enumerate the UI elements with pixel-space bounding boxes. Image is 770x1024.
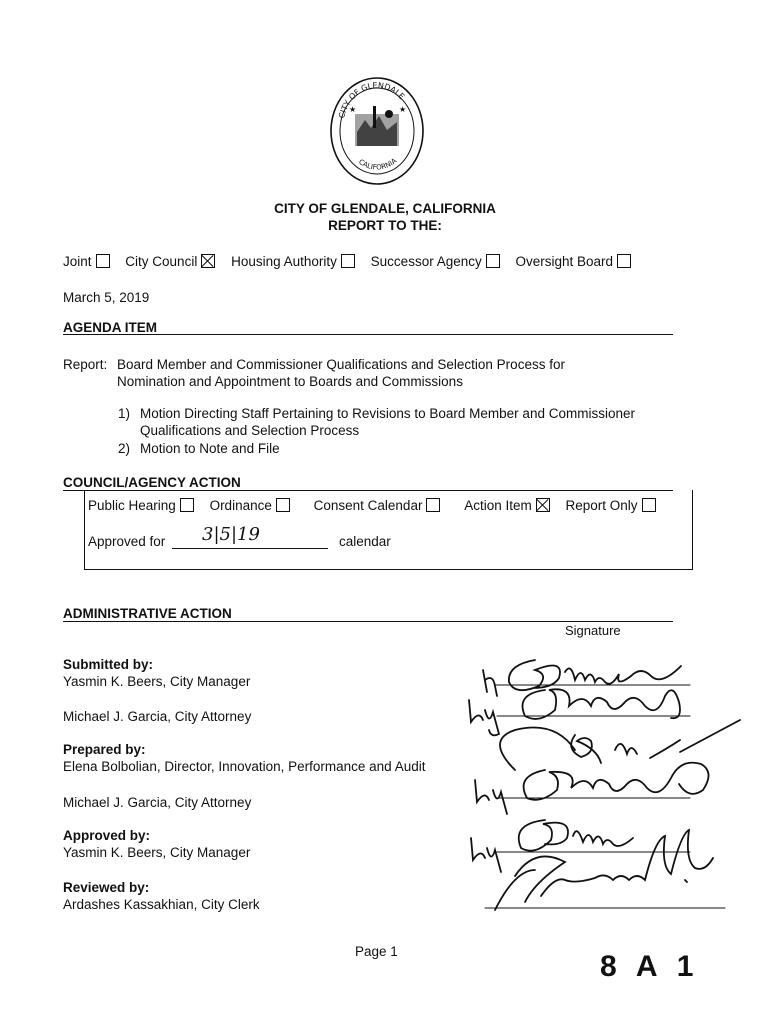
prepared-by-name: Elena Bolbolian, Director, Innovation, Performance and Audit [63, 759, 426, 774]
body-housing-authority[interactable] [231, 254, 355, 269]
report-title: CITY OF GLENDALE, CALIFORNIA [274, 201, 496, 216]
signature-3 [500, 720, 740, 770]
option-label: Consent Calendar [313, 498, 423, 513]
body-label: Housing Authority [231, 254, 337, 269]
prepared-by-name-2: Michael J. Garcia, City Attorney [63, 795, 252, 810]
svg-text:★: ★ [349, 105, 357, 114]
signatures [455, 640, 755, 925]
option-label: Public Hearing [88, 498, 176, 513]
report-description-line1: Board Member and Commissioner Qualifications and Selection Process for [117, 357, 565, 372]
checkbox-successor-agency[interactable] [486, 254, 500, 268]
reviewed-by-name: Ardashes Kassakhian, City Clerk [63, 897, 260, 912]
prepared-by-label: Prepared by: [63, 742, 146, 757]
motion-number: 1) [118, 406, 131, 421]
approved-date-handwritten: 3|5|19 [202, 524, 260, 545]
body-successor-agency[interactable] [371, 254, 500, 269]
page-number: Page 1 [355, 944, 398, 959]
motion-text: Motion Directing Staff Pertaining to Revisions to Board Member and Commissioner [140, 406, 635, 421]
option-action-item[interactable] [464, 498, 550, 513]
option-consent-calendar[interactable] [314, 498, 441, 513]
checkbox-ordinance[interactable] [276, 498, 290, 512]
approved-by-name: Yasmin K. Beers, City Manager [63, 845, 251, 860]
option-label: Ordinance [209, 498, 272, 513]
report-description-line2: Nomination and Appointment to Boards and Commissions [117, 374, 463, 389]
body-label: Joint [63, 254, 92, 269]
svg-text:CALIFORNIA [357, 157, 398, 172]
admin-action-heading: ADMINISTRATIVE ACTION [63, 606, 232, 621]
agenda-item-heading: AGENDA ITEM [63, 320, 157, 335]
action-type-options [88, 498, 656, 513]
city-seal [329, 76, 425, 186]
option-report-only[interactable] [566, 498, 656, 513]
report-to-bodies [63, 254, 631, 269]
checkbox-consent-calendar[interactable] [426, 498, 440, 512]
svg-text:★: ★ [399, 105, 407, 114]
body-label: Successor Agency [370, 254, 482, 269]
checkbox-city-council[interactable] [201, 254, 215, 268]
signature-column-label: Signature [565, 623, 621, 638]
approved-date-field[interactable] [172, 524, 328, 549]
seal-text-top: CITY OF GLENDALE [337, 80, 407, 120]
admin-action-divider [63, 621, 673, 622]
checkbox-joint[interactable] [96, 254, 110, 268]
meeting-date: March 5, 2019 [63, 290, 150, 305]
signature-2 [469, 689, 690, 735]
body-city-council[interactable] [125, 254, 215, 269]
council-action-heading: COUNCIL/AGENCY ACTION [63, 475, 241, 490]
checkbox-public-hearing[interactable] [180, 498, 194, 512]
motion-number: 2) [118, 441, 131, 456]
checkbox-report-only[interactable] [642, 498, 656, 512]
report-prefix: Report: [63, 357, 108, 372]
checkbox-oversight-board[interactable] [617, 254, 631, 268]
signature-1 [483, 660, 690, 696]
checkbox-action-item[interactable] [536, 498, 550, 512]
submitted-by-name: Yasmin K. Beers, City Manager [63, 674, 251, 689]
agenda-divider [63, 334, 673, 335]
seal-text-bottom: CALIFORNIA [357, 156, 399, 172]
approved-for-label: Approved for [88, 534, 166, 549]
body-label: City Council [125, 254, 198, 269]
approved-by-label: Approved by: [63, 828, 151, 843]
reviewed-by-label: Reviewed by: [63, 880, 150, 895]
calendar-label: calendar [339, 534, 391, 549]
motion-text: Motion to Note and File [140, 441, 280, 456]
option-public-hearing[interactable] [88, 498, 194, 513]
submitted-by-label: Submitted by: [63, 657, 153, 672]
svg-text:CITY OF GLENDALE [337, 81, 406, 119]
option-ordinance[interactable] [210, 498, 290, 513]
body-oversight-board[interactable] [516, 254, 632, 269]
checkbox-housing-authority[interactable] [341, 254, 355, 268]
agenda-item-code: 8 A 1 [600, 950, 700, 983]
body-joint[interactable] [63, 254, 110, 269]
body-label: Oversight Board [515, 254, 614, 269]
submitted-by-name-2: Michael J. Garcia, City Attorney [63, 709, 252, 724]
option-label: Action Item [464, 498, 532, 513]
option-label: Report Only [565, 498, 638, 513]
motion-text-cont: Qualifications and Selection Process [140, 423, 360, 438]
report-subtitle: REPORT TO THE: [328, 218, 442, 233]
signature-4 [475, 763, 709, 814]
